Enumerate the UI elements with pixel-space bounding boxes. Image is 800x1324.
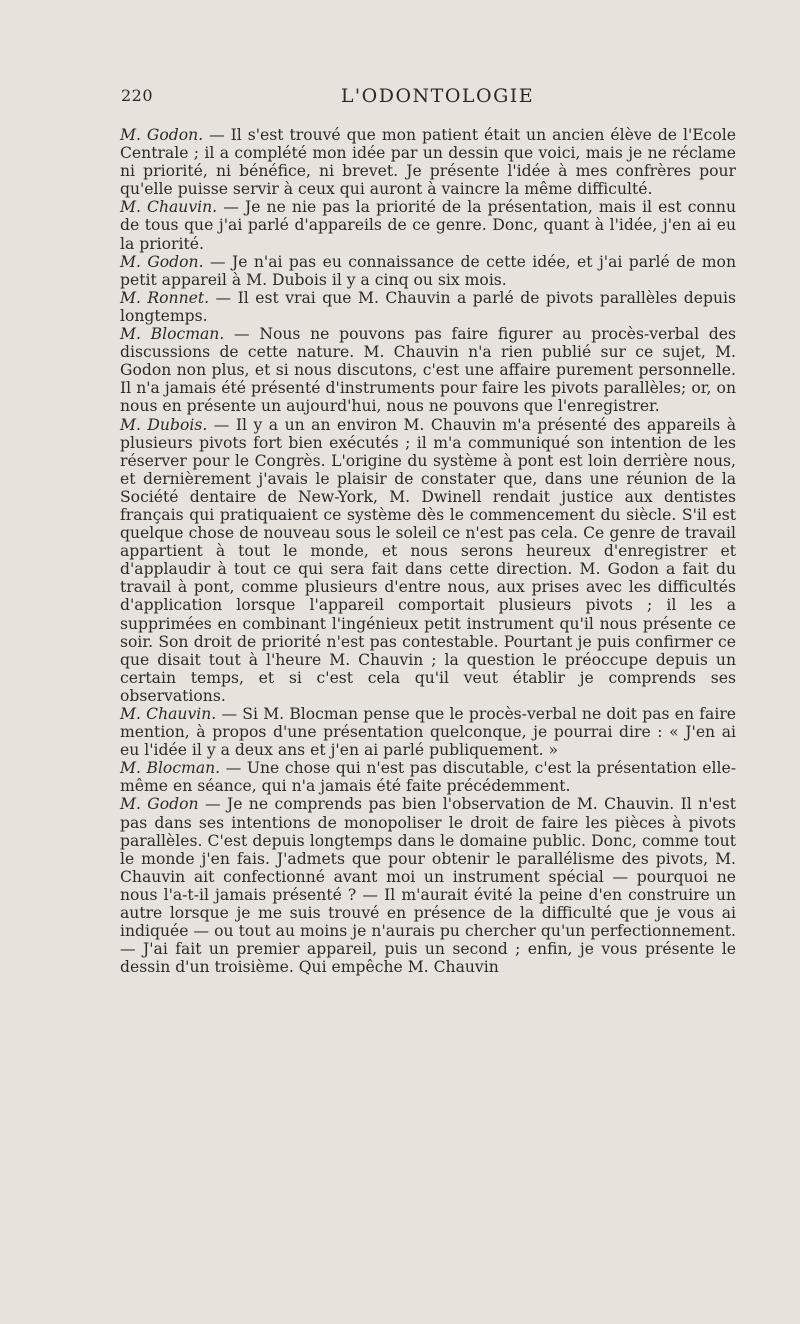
speaker-name: M. Godon	[120, 795, 199, 814]
speaker-name: M. Chauvin.	[120, 705, 217, 723]
paragraph-text: — Je n'ai pas eu connaissance de cette idée, et j'ai parlé de mon petit appareil à M. Dubois il y a cinq ou six mois.	[120, 252, 736, 289]
paragraph	[120, 289, 736, 325]
speaker-name: M. Dubois.	[120, 415, 208, 434]
paragraph	[120, 759, 736, 795]
paragraph	[120, 325, 736, 415]
running-title: L'ODONTOLOGIE	[340, 85, 535, 107]
page-number: 220	[121, 86, 154, 105]
paragraph-text: — Une chose qui n'est pas discutable, c'est la présentation elle-même en séance, qui n'a jamais été faite précédemment.	[120, 759, 736, 796]
paragraph-text: — Il y a un an environ M. Chauvin m'a présenté des appareils à plusieurs pivots fort bien exécutés ; il m'a communiqué son intention de les réserver pour le Congrès. L'origine du système à pont est loin derrière nous, et dernièrement j'avais le plaisir de constater que, dans une réunion de la Société dentaire de New-York, M. Dwinell rendait justice aux dentistes français qui pratiquaient ce système dès le commencement du siècle. S'il est quelque chose de nouveau sous le soleil ce n'est pas cela. Ce genre de travail appartient à tout le monde, et nous serons heureux d'enregistrer et d'applaudir à tout ce qui sera fait dans cette direction. M. Godon a fait du travail à pont, comme plusieurs d'entre nous, aux prises avec les difficultés d'application lorsque l'appareil comportait plusieurs pivots ; il les a supprimées en combinant l'ingénieux petit instrument qu'il nous présente ce soir. Son droit de priorité n'est pas contestable. Pourtant je puis confirmer ce que disait tout à l'heure M. Chauvin ; la question le préoccupe depuis un certain temps, et si c'est cela qu'il veut établir je comprends ses observations.	[120, 415, 736, 705]
speaker-name: M. Blocman.	[120, 759, 221, 778]
speaker-name: M. Godon.	[120, 252, 204, 271]
paragraph-text: — Je ne comprends pas bien l'observation de M. Chauvin. Il n'est pas dans ses intentions de monopoliser le droit de faire les pièces à pivots parallèles. C'est depuis longtemps dans le domaine public. Donc, comme tout le monde j'en fais. J'admets que pour obtenir le parallélisme des pivots, M. Chauvin ait confectionné avant moi un instrument spécial — pourquoi ne nous l'a-t-il jamais présenté ? — Il m'aurait évité la peine d'en construire un autre lorsque je me suis trouvé en présence de la difficulté que je vous ai indiquée — ou tout au moins je n'aurais pu chercher qu'un perfectionnement. — J'ai fait un premier appareil, puis un second ; enfin, je vous présente le dessin d'un troisième. Qui empêche M. Chauvin	[120, 795, 737, 977]
paragraph	[120, 795, 736, 976]
speaker-name: M. Chauvin.	[120, 198, 218, 217]
page-header	[121, 86, 736, 112]
paragraph	[120, 705, 736, 759]
paragraph-text: — Je ne nie pas la priorité de la présentation, mais il est connu de tous que j'ai parlé d'appareils de ce genre. Donc, quant à l'idée, j'en ai eu la priorité.	[120, 198, 737, 253]
paragraph	[120, 416, 736, 706]
speaker-name: M. Ronnet.	[120, 288, 210, 307]
speaker-name: M. Blocman.	[120, 325, 225, 344]
paragraph-text: — Il est vrai que M. Chauvin a parlé de pivots parallèles depuis longtemps.	[120, 288, 736, 325]
paragraph-text: — Nous ne pouvons pas faire figurer au procès-verbal des discussions de cette nature. M. Chauvin n'a rien publié sur ce sujet, M. Godon non plus, et si nous discutons, c'est une affaire purement personnelle. Il n'a jamais été présenté d'instruments pour faire les pivots parallèles; or, on nous en présente un aujourd'hui, nous ne pouvons que l'enregistrer.	[120, 325, 736, 416]
paragraph	[120, 253, 736, 289]
speaker-name: M. Godon.	[120, 126, 204, 144]
paragraph	[120, 126, 736, 198]
paragraph-text: — Il s'est trouvé que mon patient était un ancien élève de l'Ecole Centrale ; il a complété mon idée par un dessin que voici, mais je ne réclame ni priorité, ni bénéfice, ni brevet. Je présente l'idée à mes confrères pour qu'elle puisse servir à ceux qui auront à vaincre la même difficulté.	[120, 126, 736, 199]
paragraph-text: — Si M. Blocman pense que le procès-verbal ne doit pas en faire mention, à propos d'une présentation quelconque, je pourrai dire : « J'en ai eu l'idée il y a deux ans et j'en ai parlé publiquement. »	[120, 705, 736, 760]
paragraph	[120, 198, 736, 252]
body-text	[120, 126, 736, 976]
